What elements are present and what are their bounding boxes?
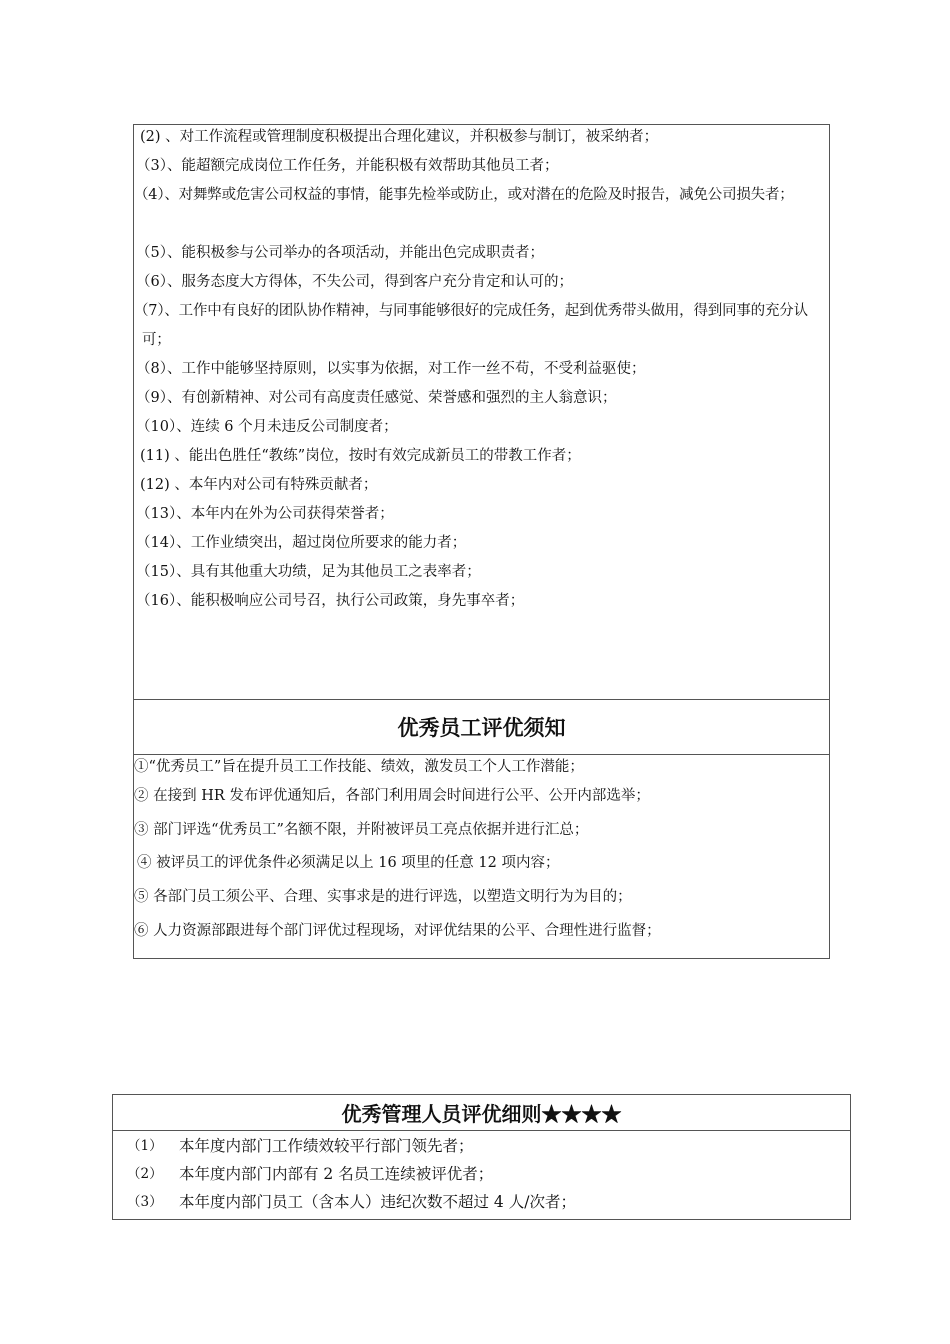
notice-item-3: ③ 部门评选“优秀员工”名额不限，并附被评员工亮点依据并进行汇总；	[134, 822, 589, 838]
notice-title: 优秀员工评优须知	[134, 699, 829, 755]
manager-title: 优秀管理人员评优细则★★★★	[113, 1095, 850, 1131]
employee-criteria-table	[133, 124, 830, 959]
criteria-item-11: (11) 、能出色胜任“教练”岗位，按时有效完成新员工的带教工作者；	[140, 448, 581, 464]
criteria-item-3: （3）、能超额完成岗位工作任务，并能积极有效帮助其他员工者；	[136, 158, 559, 174]
criteria-item-9: （9）、有创新精神、对公司有高度责任感觉、荣誉感和强烈的主人翁意识；	[136, 390, 617, 406]
criteria-item-8: （8）、工作中能够坚持原则，以实事为依据，对工作一丝不苟，不受利益驱使；	[136, 361, 646, 377]
criteria-list	[134, 125, 829, 699]
criteria-item-4: （4）、对舞弊或危害公司权益的事情，能事先检举或防止，或对潜在的危险及时报告，减免公司损失者；	[134, 187, 794, 203]
manager-item-text: 本年度内部门内部有 2 名员工连续被评优者；	[179, 1165, 494, 1183]
criteria-item-15: （15）、具有其他重大功绩，足为其他员工之表率者；	[136, 564, 481, 580]
manager-item-text: 本年度内部门工作绩效较平行部门领先者；	[179, 1137, 474, 1155]
criteria-item-7: （7）、工作中有良好的团队协作精神，与同事能够很好的完成任务，起到优秀带头做用，得到同事的充分认可；	[134, 303, 808, 348]
criteria-item-5: （5）、能积极参与公司举办的各项活动，并能出色完成职责者；	[136, 245, 544, 261]
notice-item-6: ⑥ 人力资源部跟进每个部门评优过程现场，对评优结果的公平、合理性进行监督；	[134, 923, 661, 939]
criteria-item-6: （6）、服务态度大方得体，不失公司，得到客户充分肯定和认可的；	[136, 274, 573, 290]
criteria-item-16: （16）、能积极响应公司号召，执行公司政策，身先事卒者；	[136, 593, 525, 609]
notice-item-1: ①“优秀员工”旨在提升员工工作技能、绩效，激发员工个人工作潜能；	[134, 759, 584, 775]
criteria-item-2: (2) 、对工作流程或管理制度积极提出合理化建议，并积极参与制订，被采纳者；	[140, 129, 659, 145]
manager-item-number: （1）	[127, 1138, 163, 1154]
criteria-item-14: （14）、工作业绩突出，超过岗位所要求的能力者；	[136, 535, 467, 551]
manager-item-number: （2）	[127, 1166, 163, 1182]
manager-item-text: 本年度内部门员工（含本人）违纪次数不超过 4 人/次者；	[179, 1193, 576, 1211]
notice-item-4: ④ 被评员工的评优条件必须满足以上 16 项里的任意 12 项内容；	[137, 855, 560, 871]
criteria-item-13: （13）、本年内在外为公司获得荣誉者；	[136, 506, 394, 522]
manager-item-number: （3）	[127, 1194, 163, 1210]
notice-item-5: ⑤ 各部门员工须公平、合理、实事求是的进行评选，以塑造文明行为为目的；	[134, 889, 632, 905]
criteria-item-10: （10）、连续 6 个月未违反公司制度者；	[136, 419, 398, 435]
criteria-item-12: (12) 、本年内对公司有特殊贡献者；	[140, 477, 378, 493]
notice-item-2: ② 在接到 HR 发布评优通知后，各部门利用周会时间进行公平、公开内部选举；	[134, 788, 650, 804]
manager-criteria-table	[112, 1094, 851, 1220]
